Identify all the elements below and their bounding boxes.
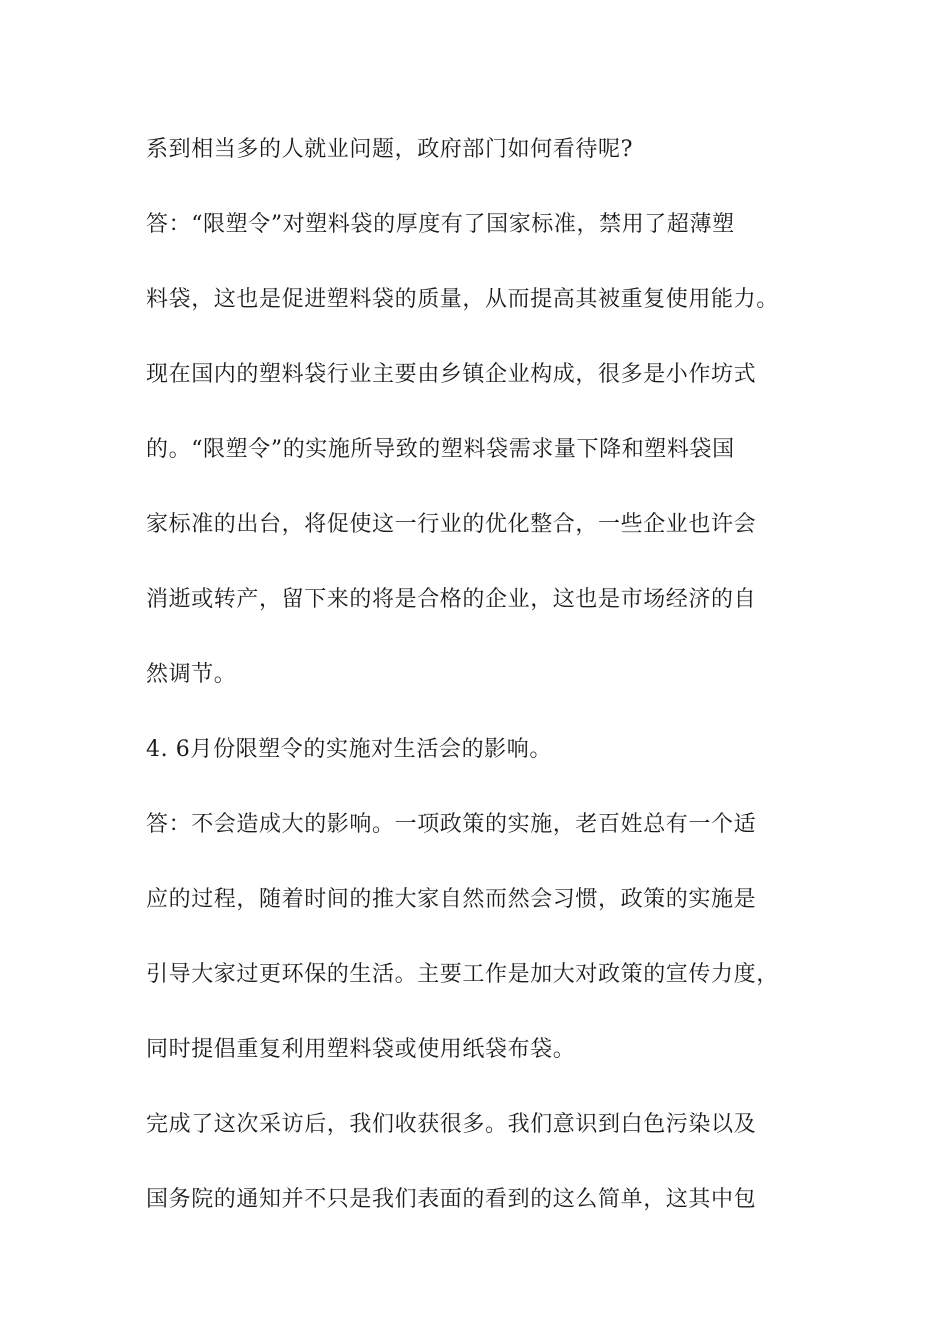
text-line: 家标准的出台，将促使这一行业的优化整合，一些企业也许会 (146, 512, 757, 537)
text-line: 同时提倡重复利用塑料袋或使用纸袋布袋。 (146, 1037, 576, 1062)
text-line: 完成了这次采访后，我们收获很多。我们意识到白色污染以及 (146, 1112, 757, 1137)
text-line: 答：不会造成大的影响。一项政策的实施，老百姓总有一个适 (146, 812, 757, 837)
text-line: 系到相当多的人就业问题，政府部门如何看待呢? (146, 137, 633, 162)
text-line: 引导大家过更环保的生活。主要工作是加大对政策的宣传力度， (146, 962, 779, 987)
text-line: 国务院的通知并不只是我们表面的看到的这么简单，这其中包 (146, 1187, 757, 1212)
text-line: 然调节。 (146, 662, 237, 687)
text-line: 应的过程，随着时间的推大家自然而然会习惯，政策的实施是 (146, 887, 757, 912)
text-line: 料袋，这也是促进塑料袋的质量，从而提高其被重复使用能力。 (146, 287, 779, 312)
text-line: 消逝或转产，留下来的将是合格的企业，这也是市场经济的自 (146, 587, 757, 612)
text-line: 的。“限塑令”的实施所导致的塑料袋需求量下降和塑料袋国 (146, 437, 735, 462)
section-heading: 4. 6月份限塑令的实施对生活会的影响。 (146, 737, 552, 762)
text-line: 答：“限塑令”对塑料袋的厚度有了国家标准，禁用了超薄塑 (146, 212, 735, 237)
text-line: 现在国内的塑料袋行业主要由乡镇企业构成，很多是小作坊式 (146, 362, 757, 387)
